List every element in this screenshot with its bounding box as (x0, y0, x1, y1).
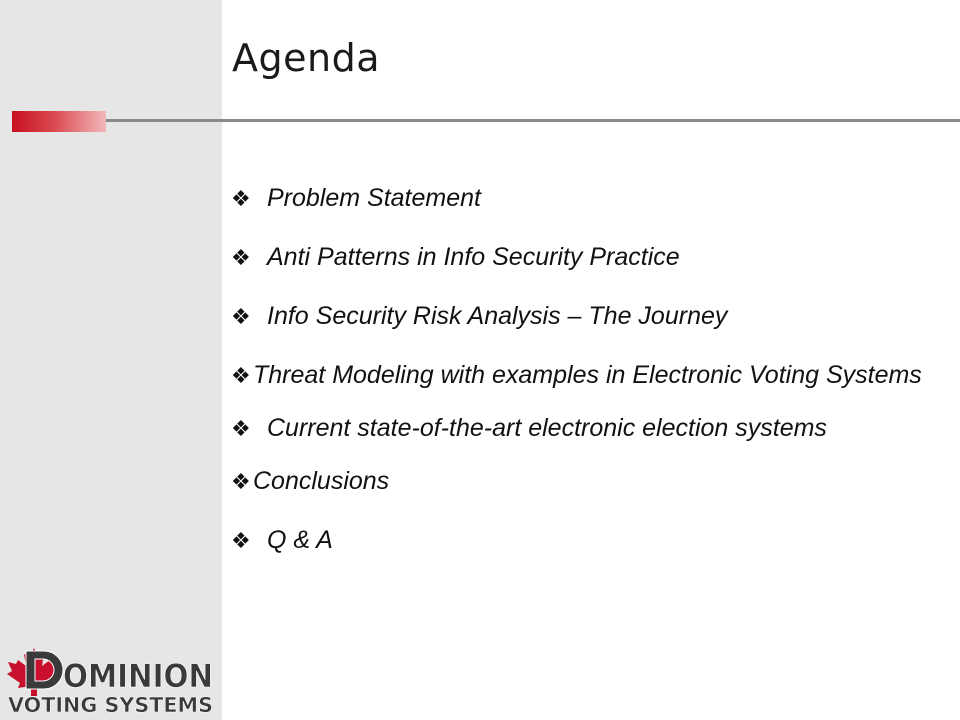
diamond-bullet-icon: ❖ (231, 304, 251, 329)
title-divider-line (106, 119, 960, 122)
agenda-list (228, 183, 928, 584)
agenda-item-anti-patterns (228, 242, 928, 273)
agenda-item-state-of-the-art (228, 413, 928, 444)
agenda-item-risk-analysis (228, 301, 928, 332)
agenda-item-label: Problem Statement (267, 184, 481, 212)
diamond-bullet-icon: ❖ (231, 469, 251, 494)
diamond-bullet-icon: ❖ (231, 416, 251, 441)
accent-red-bar (12, 111, 106, 132)
diamond-bullet-icon: ❖ (231, 186, 251, 211)
agenda-item-threat-modeling (228, 360, 928, 391)
agenda-item-label: Conclusions (253, 467, 390, 495)
agenda-item-q-and-a (228, 525, 928, 556)
diamond-bullet-icon: ❖ (231, 528, 251, 553)
agenda-item-label: Threat Modeling with examples in Electronic Voting Systems (253, 361, 922, 389)
agenda-item-conclusions (228, 466, 928, 497)
logo-line1-text: OMINION (63, 657, 213, 695)
logo-line2-text: VOTING SYSTEMS (8, 693, 213, 716)
left-sidebar-panel (0, 0, 222, 720)
dominion-voting-systems-logo (4, 644, 216, 716)
agenda-item-problem-statement (228, 183, 928, 214)
diamond-bullet-icon: ❖ (231, 363, 251, 388)
slide-title: Agenda (232, 36, 380, 80)
agenda-item-label: Anti Patterns in Info Security Practice (267, 243, 680, 271)
diamond-bullet-icon: ❖ (231, 245, 251, 270)
agenda-item-label: Current state-of-the-art electronic election systems (267, 414, 827, 442)
agenda-item-label: Q & A (267, 526, 333, 554)
agenda-item-label: Info Security Risk Analysis – The Journey (267, 302, 728, 330)
